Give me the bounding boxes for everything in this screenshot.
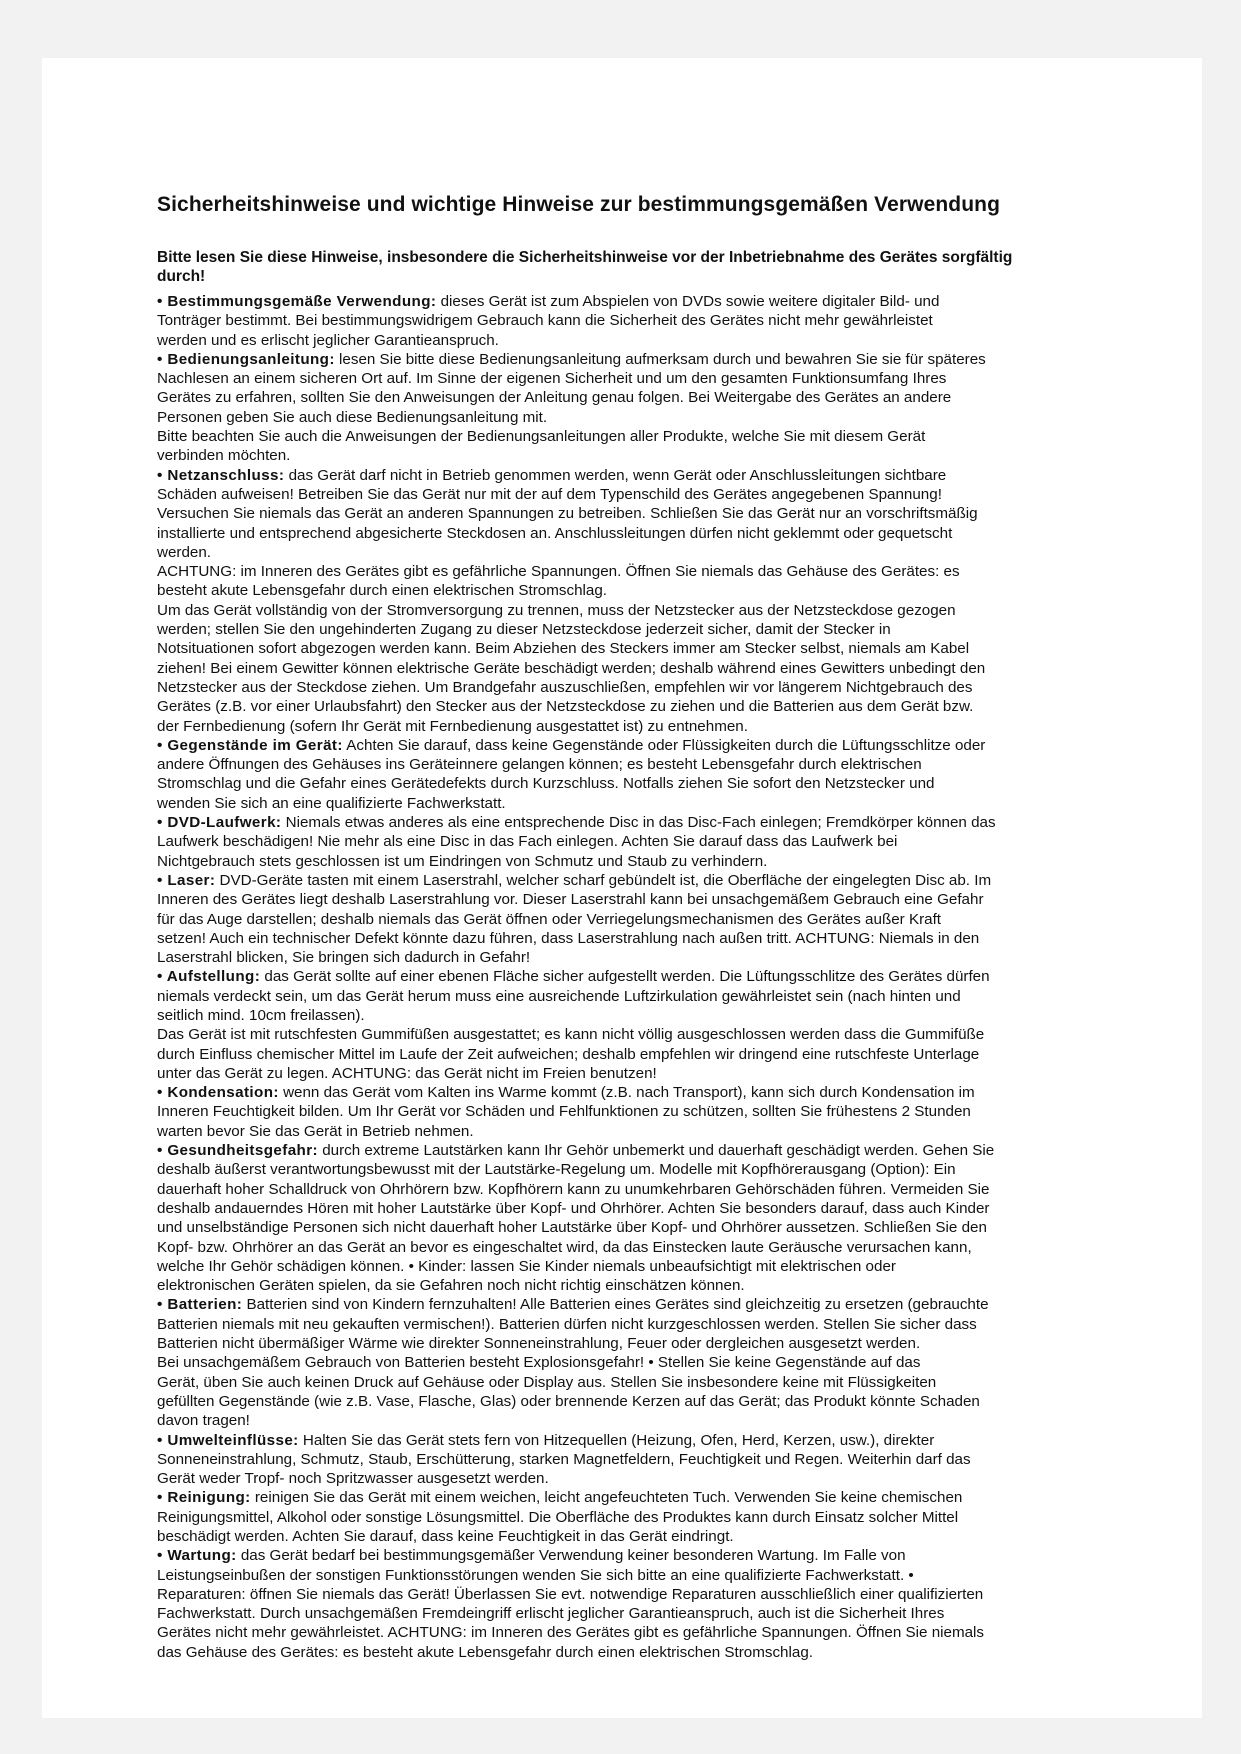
section-line: elektronischen Geräten spielen, da sie Gefahren noch nicht richtig einschätzen können. bbox=[157, 1277, 745, 1295]
section-line: verbinden möchten. bbox=[157, 447, 291, 465]
section-text: lesen Sie bitte diese Bedienungsanleitung aufmerksam durch und bewahren Sie sie für späteres bbox=[334, 350, 986, 368]
safety-section bbox=[157, 1083, 1157, 1141]
section-heading: • Bestimmungsgemäße Verwendung: bbox=[157, 293, 437, 310]
section-text: das Gerät darf nicht in Betrieb genommen werden, wenn Gerät oder Anschlussleitungen sichtbare bbox=[284, 466, 947, 484]
section-heading: • Laser: bbox=[157, 871, 216, 889]
section-line: wenden Sie sich an eine qualifizierte Fachwerkstatt. bbox=[157, 794, 506, 812]
section-text: reinigen Sie das Gerät mit einem weichen, leicht angefeuchteten Tuch. Verwenden Sie keine chemischen bbox=[250, 1489, 963, 1507]
section-line: Gerät weder Tropf- noch Spritzwasser ausgesetzt werden. bbox=[157, 1470, 549, 1488]
section-line: der Fernbedienung (sofern Ihr Gerät mit Fernbedienung ausgestattet ist) zu entnehmen. bbox=[157, 717, 748, 735]
section-line: Fachwerkstatt. Durch unsachgemäßen Fremdeingriff erlischt jeglicher Garantieanspruch, auch ist die Sicherheit Ihres bbox=[157, 1605, 945, 1623]
section-line: installierte und entsprechend abgesicherte Steckdosen an. Anschlussleitungen dürfen nicht geklemmt oder gequetscht bbox=[157, 524, 953, 542]
safety-section bbox=[157, 736, 1157, 813]
section-line: Personen geben Sie auch diese Bedienungsanleitung mit. bbox=[157, 408, 548, 426]
section-line: gefüllten Gegenstände (wie z.B. Vase, Flasche, Glas) oder brennende Kerzen auf das Gerät; das Produkt könnte Schaden bbox=[157, 1392, 980, 1410]
section-heading: • Gesundheitsgefahr: bbox=[157, 1142, 318, 1160]
document-title: Sicherheitshinweise und wichtige Hinweise zur bestimmungsgemäßen Verwendung bbox=[157, 193, 1001, 216]
section-line: Schäden aufweisen! Betreiben Sie das Gerät nur mit der auf dem Typenschild des Gerätes angegebenen Spannung! bbox=[157, 485, 942, 503]
section-line: Netzstecker aus der Steckdose ziehen. Um Brandgefahr auszuschließen, empfehlen wir vor längerem Nichtgebrauch des bbox=[157, 678, 973, 696]
section-line: unter das Gerät zu legen. ACHTUNG: das Gerät nicht im Freien benutzen! bbox=[157, 1064, 657, 1082]
section-line bbox=[157, 1431, 1157, 1450]
safety-section bbox=[157, 1295, 1157, 1430]
section-text: das Gerät bedarf bei bestimmungsgemäßer Verwendung keiner besonderen Wartung. Im Falle von bbox=[236, 1547, 906, 1565]
section-line: Reparaturen: öffnen Sie niemals das Gerät! Überlassen Sie evt. notwendige Reparaturen ausschließlich einer qualifizierten bbox=[157, 1585, 984, 1603]
section-line: Inneren Feuchtigkeit bilden. Um Ihr Gerät vor Schäden und Fehlfunktionen zu schützen, sollten Sie frühestens 2 Stunden bbox=[157, 1103, 971, 1121]
section-line bbox=[157, 1488, 1157, 1507]
section-line bbox=[157, 813, 1157, 832]
safety-section bbox=[157, 292, 1157, 350]
section-line: Reinigungsmittel, Alkohol oder sonstige Lösungsmittel. Die Oberfläche des Produktes kann durch Einsatz solcher Mittel bbox=[157, 1508, 959, 1526]
section-line: setzen! Auch ein technischer Defekt könnte dazu führen, dass Laserstrahlung nach außen tritt. ACHTUNG: Niemals in den bbox=[157, 929, 980, 947]
section-line: Bei unsachgemäßem Gebrauch von Batterien besteht Explosionsgefahr! • Stellen Sie keine Gegenstände auf das bbox=[157, 1354, 921, 1372]
section-heading: • DVD-Laufwerk: bbox=[157, 814, 282, 832]
section-line: Notsituationen sofort abgezogen werden kann. Beim Abziehen des Steckers immer am Stecker selbst, niemals am Kabel bbox=[157, 640, 970, 658]
section-line: beschädigt werden. Achten Sie darauf, dass keine Feuchtigkeit in das Gerät eindringt. bbox=[157, 1528, 734, 1545]
section-heading: • Reinigung: bbox=[157, 1489, 251, 1507]
section-line: niemals verdeckt sein, um das Gerät herum muss eine ausreichende Luftzirkulation gewährleistet sein (nach hinten und bbox=[157, 987, 961, 1005]
section-line: Nichtgebrauch stets geschlossen ist um Eindringen von Schmutz und Staub zu verhindern. bbox=[157, 852, 768, 870]
section-line: dauerhaft hoher Schalldruck von Ohrhörern bzw. Kopfhörern kann zu unumkehrbaren Gehörschäden führen. Vermeiden Sie bbox=[157, 1180, 990, 1198]
section-heading: • Gegenstände im Gerät: bbox=[157, 736, 343, 754]
section-heading: • Netzanschluss: bbox=[157, 466, 285, 484]
section-line: und unselbständige Personen sich nicht dauerhaft hoher Lautstärke über Kopf- und Ohrhörer aussetzen. Schließen Sie den bbox=[157, 1219, 987, 1237]
section-heading: • Batterien: bbox=[157, 1296, 243, 1314]
section-line: Um das Gerät vollständig von der Stromversorgung zu trennen, muss der Netzstecker aus der Netzsteckdose gezogen bbox=[157, 601, 956, 619]
section-line: Stromschlag und die Gefahr eines Gerätedefekts durch Kurzschluss. Notfalls ziehen Sie sofort den Netzstecker und bbox=[157, 775, 935, 793]
section-text: Achten Sie darauf, dass keine Gegenstände oder Flüssigkeiten durch die Lüftungsschlitze oder bbox=[342, 736, 986, 754]
section-line: durch Einfluss chemischer Mittel im Laufe der Zeit aufweichen; deshalb empfehlen wir dringend eine rutschfeste Unterlage bbox=[157, 1045, 980, 1063]
section-line: Versuchen Sie niemals das Gerät an anderen Spannungen zu betreiben. Schließen Sie das Gerät nur an vorschriftsmäßig bbox=[157, 505, 978, 523]
section-line: Bitte beachten Sie auch die Anweisungen der Bedienungsanleitungen aller Produkte, welche Sie mit diesem Gerät bbox=[157, 428, 926, 446]
section-line: seitlich mind. 10cm freilassen). bbox=[157, 1006, 365, 1024]
section-line: werden und es erlischt jeglicher Garantieanspruch. bbox=[157, 331, 499, 349]
section-line: Batterien nicht übermäßiger Wärme wie direkter Sonneneinstrahlung, Feuer oder dergleichen ausgesetzt werden. bbox=[157, 1335, 921, 1353]
section-line: ACHTUNG: im Inneren des Gerätes gibt es gefährliche Spannungen. Öffnen Sie niemals das Gehäuse des Gerätes: es bbox=[157, 563, 960, 581]
section-line: warten bevor Sie das Gerät in Betrieb nehmen. bbox=[157, 1122, 474, 1140]
section-text: Batterien sind von Kindern fernzuhalten! Alle Batterien eines Gerätes sind gleichzeitig zu ersetzen (gebrauchte bbox=[242, 1296, 989, 1314]
section-line bbox=[157, 1546, 1157, 1565]
safety-section bbox=[157, 1141, 1157, 1295]
safety-section bbox=[157, 813, 1157, 871]
section-line bbox=[157, 350, 1157, 369]
section-line: Tonträger bestimmt. Bei bestimmungswidrigem Gebrauch kann die Sicherheit des Gerätes nicht mehr gewährleistet bbox=[157, 312, 933, 330]
section-line bbox=[157, 1295, 1157, 1314]
section-line: Gerätes (z.B. vor einer Urlaubsfahrt) den Stecker aus der Netzsteckdose zu ziehen und die Batterien aus dem Gerät bzw. bbox=[157, 698, 974, 716]
section-line bbox=[157, 1141, 1157, 1160]
section-line bbox=[157, 292, 1157, 311]
section-text: dieses Gerät ist zum Abspielen von DVDs sowie weitere digitaler Bild- und bbox=[436, 293, 940, 310]
section-text: durch extreme Lautstärken kann Ihr Gehör unbemerkt und dauerhaft geschädigt werden. Gehen Sie bbox=[318, 1142, 995, 1160]
section-text: wenn das Gerät vom Kalten ins Warme kommt (z.B. nach Transport), kann sich durch Kondensation im bbox=[278, 1084, 975, 1102]
section-line: besteht akute Lebensgefahr durch einen elektrischen Stromschlag. bbox=[157, 582, 607, 600]
safety-section bbox=[157, 1431, 1157, 1489]
section-heading: • Kondensation: bbox=[157, 1084, 279, 1102]
section-line bbox=[157, 967, 1157, 986]
safety-section bbox=[157, 1488, 1157, 1546]
section-line: Das Gerät ist mit rutschfesten Gummifüßen ausgestattet; es kann nicht völlig ausgeschlossen werden dass die Gummifüße bbox=[157, 1026, 985, 1044]
section-line: Gerätes zu erfahren, sollten Sie den Anweisungen der Anleitung genau folgen. Bei Weitergabe des Gerätes an andere bbox=[157, 389, 952, 407]
intro-text: Bitte lesen Sie diese Hinweise, insbesondere die Sicherheitshinweise vor der Inbetriebnahme des Gerätes sorgfältig durch! bbox=[157, 249, 1013, 285]
safety-section bbox=[157, 871, 1157, 967]
section-line: andere Öffnungen des Gehäuses ins Geräteinnere gelangen können; es besteht Lebensgefahr durch elektrischen bbox=[157, 756, 922, 774]
section-heading: • Umwelteinflüsse: bbox=[157, 1431, 299, 1449]
section-heading: • Bedienungsanleitung: bbox=[157, 350, 335, 368]
section-line bbox=[157, 1083, 1157, 1102]
safety-section bbox=[157, 967, 1157, 1083]
section-line: Gerät, üben Sie auch keinen Druck auf Gehäuse oder Display aus. Stellen Sie insbesondere keine mit Flüssigkeiten bbox=[157, 1373, 937, 1391]
section-line: Laufwerk beschädigen! Nie mehr als eine Disc in das Fach einlegen. Achten Sie darauf dass das Laufwerk bei bbox=[157, 833, 898, 851]
section-line: das Gehäuse des Gerätes: es besteht akute Lebensgefahr durch einen elektrischen Stromschlag. bbox=[157, 1643, 813, 1661]
section-line: Batterien niemals mit neu gekauften vermischen!). Batterien dürfen nicht kurzgeschlossen werden. Stellen Sie sicher dass bbox=[157, 1315, 977, 1333]
section-line: werden. bbox=[157, 543, 212, 561]
section-heading: • Wartung: bbox=[157, 1547, 237, 1565]
section-line: Kopf- bzw. Ohrhörer an das Gerät an bevor es eingeschaltet wird, da das Einstecken laute Geräusche verursachen kann, bbox=[157, 1238, 972, 1256]
section-line: ziehen! Bei einem Gewitter können elektrische Geräte beschädigt werden; deshalb während eines Gewitters unbedingt den bbox=[157, 659, 986, 677]
section-line bbox=[157, 466, 1157, 485]
section-line: deshalb andauerndes Hören mit hoher Lautstärke über Kopf- und Ohrhörer. Achten Sie besonders darauf, dass auch Kinder bbox=[157, 1199, 990, 1217]
section-line: welche Ihr Gehör schädigen können. • Kinder: lassen Sie Kinder niemals unbeaufsichtigt mit elektrischen oder bbox=[157, 1257, 896, 1275]
document-content bbox=[157, 193, 1157, 1662]
section-line: Inneren des Gerätes liegt deshalb Laserstrahlung vor. Dieser Laserstrahl kann bei unsachgemäßem Gebrauch eine Gefahr bbox=[157, 891, 984, 909]
section-line: werden; stellen Sie den ungehinderten Zugang zu dieser Netzsteckdose jederzeit sicher, damit der Stecker in bbox=[157, 621, 891, 639]
section-line: Nachlesen an einem sicheren Ort auf. Im Sinne der eigenen Sicherheit und um den gesamten Funktionsumfang Ihres bbox=[157, 370, 947, 388]
section-text: das Gerät sollte auf einer ebenen Fläche sicher aufgestellt werden. Die Lüftungsschlitze des Gerätes dürfen bbox=[260, 968, 990, 986]
section-text: Halten Sie das Gerät stets fern von Hitzequellen (Heizung, Ofen, Herd, Kerzen, usw.), direkter bbox=[298, 1431, 935, 1449]
safety-section bbox=[157, 1546, 1157, 1662]
section-line: deshalb äußerst verantwortungsbewusst mit der Lautstärke-Regelung um. Modelle mit Kopfhörerausgang (Option): Ein bbox=[157, 1161, 956, 1179]
section-line: Laserstrahl blicken, Sie bringen sich dadurch in Gefahr! bbox=[157, 949, 531, 967]
safety-sections bbox=[157, 292, 1157, 1662]
section-line bbox=[157, 871, 1157, 890]
section-line bbox=[157, 736, 1157, 755]
section-line: davon tragen! bbox=[157, 1412, 250, 1430]
section-line: Leistungseinbußen der sonstigen Funktionsstörungen wenden Sie sich bitte an eine qualifizierte Fachwerkstatt. • bbox=[157, 1566, 914, 1584]
document-page bbox=[42, 58, 1202, 1718]
section-line: für das Auge darstellen; deshalb niemals das Gerät öffnen oder Verriegelungsmechanismen des Gerätes außer Kraft bbox=[157, 910, 942, 928]
section-text: DVD-Geräte tasten mit einem Laserstrahl, welcher scharf gebündelt ist, die Oberfläche der eingelegten Disc ab. Im bbox=[215, 871, 992, 889]
safety-section bbox=[157, 350, 1157, 466]
section-line: Gerätes nicht mehr gewährleistet. ACHTUNG: im Inneren des Gerätes gibt es gefährliche Spannungen. Öffnen Sie niemals bbox=[157, 1624, 985, 1642]
section-line: Sonneneinstrahlung, Schmutz, Staub, Erschütterung, starken Magnetfeldern, Feuchtigkeit und Regen. Weiterhin darf das bbox=[157, 1450, 971, 1468]
section-heading: • Aufstellung: bbox=[157, 968, 261, 986]
safety-section bbox=[157, 466, 1157, 736]
section-text: Niemals etwas anderes als eine entsprechende Disc in das Disc-Fach einlegen; Fremdkörper können das bbox=[281, 814, 996, 832]
